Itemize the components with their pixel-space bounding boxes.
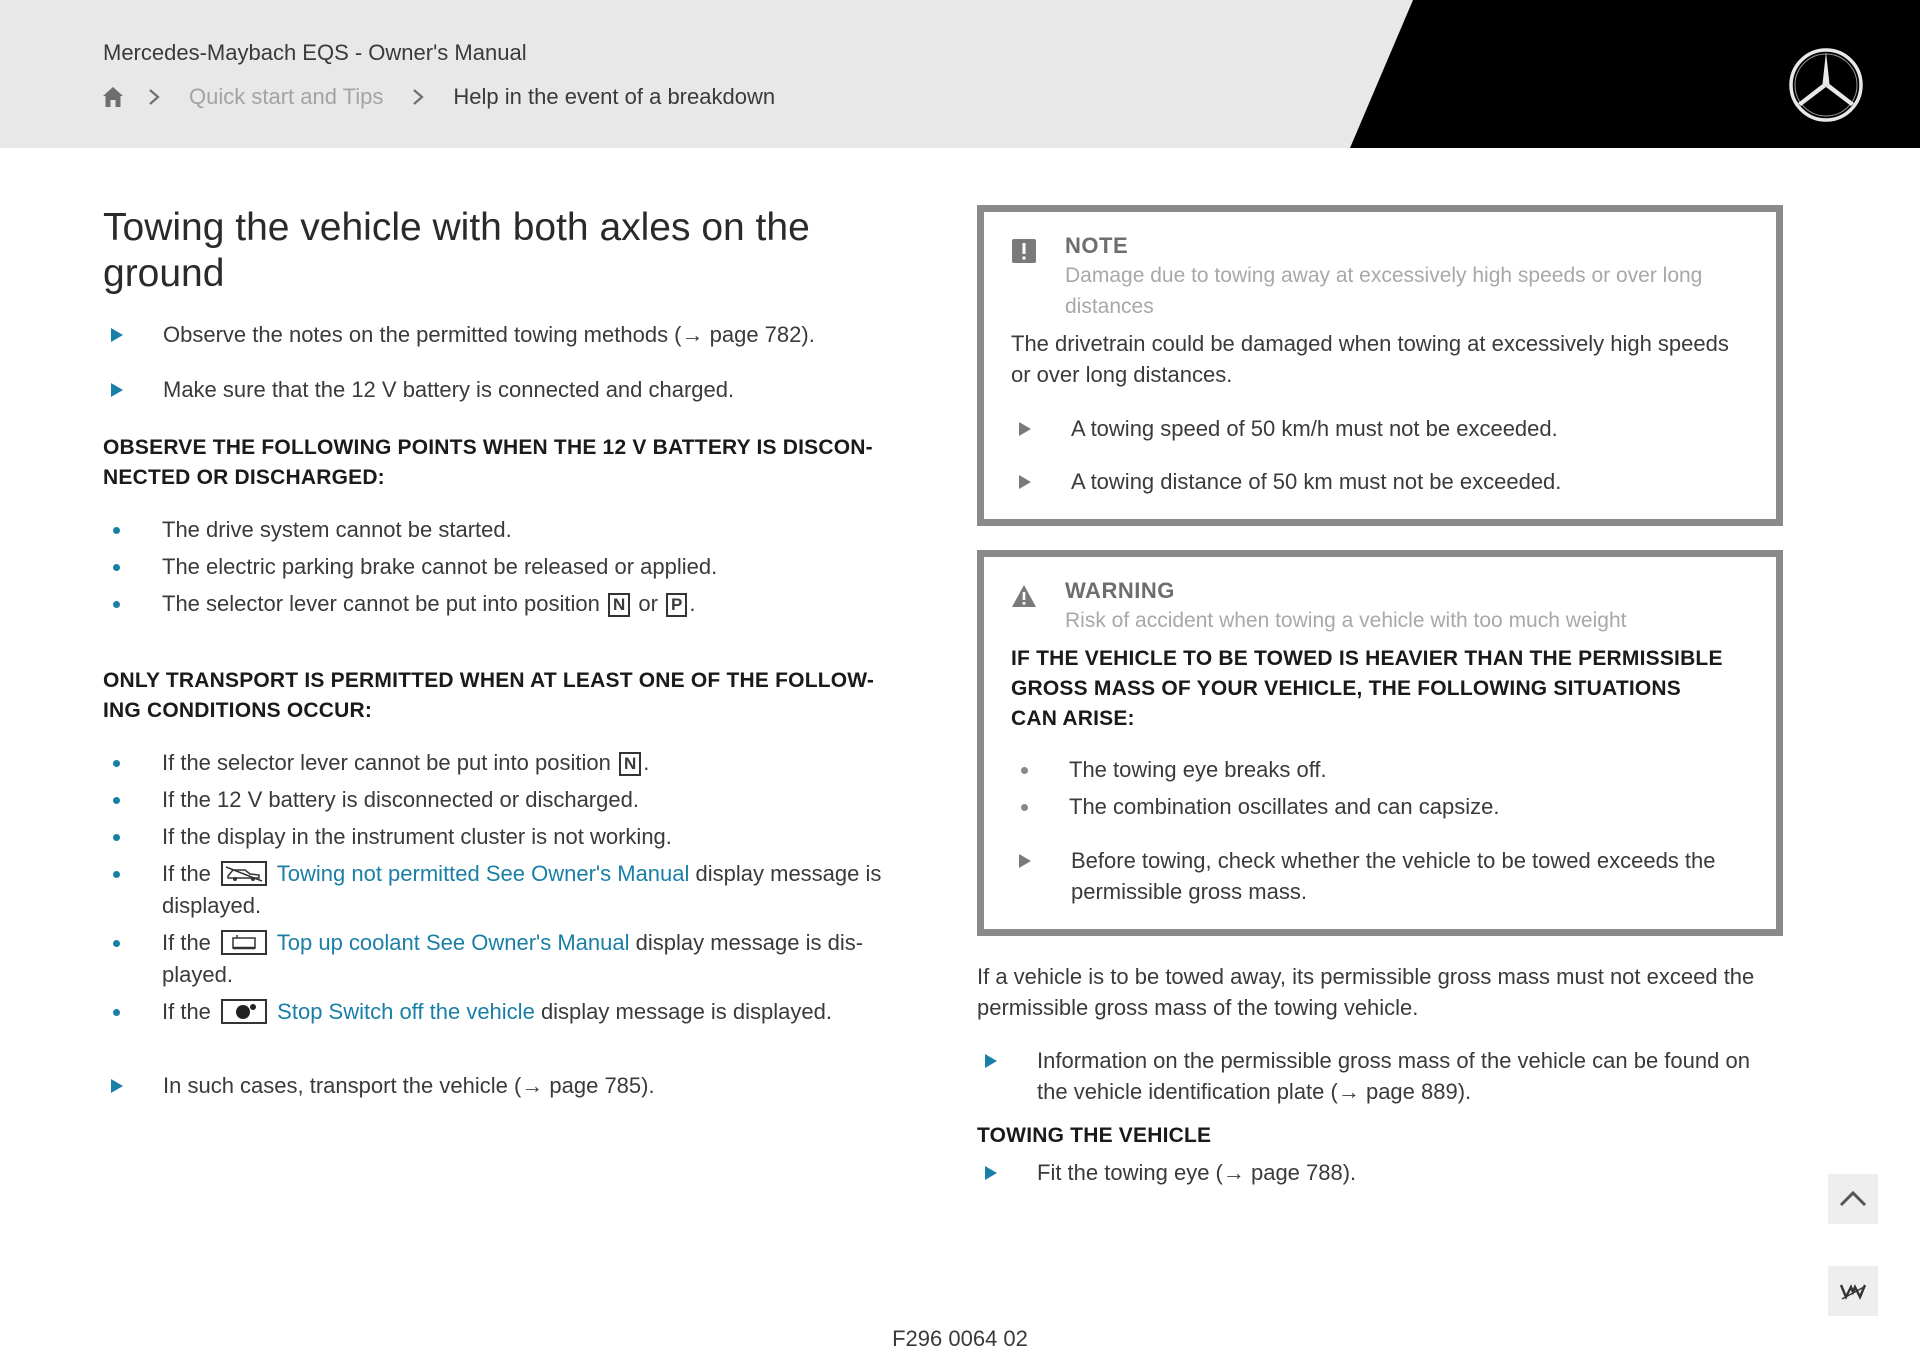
heading-line: OBSERVE THE FOLLOWING POINTS WHEN THE 12 V BATTERY IS DISCON- [103, 436, 873, 459]
step-arrow-icon [985, 1166, 997, 1180]
note-text: The drivetrain could be damaged when towing at excessively high speeds or over long distances. [1011, 331, 1729, 387]
step-identification-plate [977, 1045, 1783, 1107]
step-arrow-icon [1019, 854, 1031, 868]
note-step-distance [1011, 466, 1750, 497]
list-item [103, 858, 903, 922]
step-fit-towing-eye [977, 1157, 1783, 1188]
warning-header [1011, 577, 1750, 636]
list-item-text: The drive system cannot be started. [162, 517, 512, 542]
warning-triangle-icon [1011, 583, 1037, 609]
mercedes-star-icon[interactable] [1787, 46, 1865, 124]
step-text: A towing speed of 50 km/h must not be exceeded. [1071, 416, 1558, 441]
section-heading-battery [103, 433, 903, 493]
breadcrumb-current: Help in the event of a breakdown [453, 84, 776, 109]
gross-mass-paragraph: If a vehicle is to be towed away, its permissible gross mass must not exceed the permissible gross mass of the towing vehicle. [977, 964, 1755, 1020]
heading-line: NECTED OR DISCHARGED: [103, 466, 385, 489]
header [0, 0, 1920, 148]
step-text: Make sure that the 12 V battery is connected and charged. [163, 377, 735, 402]
heading-line: ONLY TRANSPORT IS PERMITTED WHEN AT LEAST ONE OF THE FOLLOW- [103, 669, 875, 692]
list-item-text: If the [162, 999, 211, 1024]
list-item [103, 821, 903, 853]
step-transport-vehicle [103, 1070, 903, 1101]
link-top-up-coolant[interactable]: Top up coolant See Owner's Manual [276, 930, 630, 955]
towing-heading: TOWING THE VEHICLE [977, 1124, 1212, 1147]
warning-label: WARNING [1065, 578, 1175, 603]
bullet-icon [113, 871, 120, 878]
list-item [103, 996, 903, 1028]
warning-heading [1011, 644, 1750, 734]
step-battery-connected [103, 374, 903, 405]
breadcrumb-link-quick-start[interactable]: Quick start and Tips [189, 84, 384, 109]
section-heading-transport [103, 666, 903, 726]
list-item-text: display message is dis- [635, 930, 864, 955]
step-text[interactable]: Fit the towing eye (→ page 788). [1037, 1160, 1357, 1185]
step-text[interactable]: In such cases, transport the vehicle (→ page 785). [163, 1073, 655, 1098]
link-towing-not-permitted[interactable]: Towing not permitted See Owner's Manual [276, 861, 690, 886]
scroll-to-top-button[interactable] [1828, 1174, 1878, 1224]
note-header [1011, 232, 1750, 322]
list-item-text: If the selector lever cannot be put into position [162, 750, 611, 775]
list-item-text: . [643, 750, 650, 775]
heading-line: IF THE VEHICLE TO BE TOWED IS HEAVIER THAN THE PERMISSIBLE [1011, 647, 1723, 670]
heading-line: CAN ARISE: [1011, 707, 1135, 730]
bullet-icon [1021, 767, 1028, 774]
list-item-text: display message is [695, 861, 882, 886]
list-item-text: . [689, 591, 696, 616]
selector-key-n: N [608, 593, 630, 617]
list-item-text: displayed. [162, 893, 262, 918]
list-item-text: If the [162, 861, 211, 886]
link-stop-switch-off[interactable]: Stop Switch off the vehicle [277, 999, 535, 1024]
bullet-icon [113, 601, 120, 608]
list-item-text: If the display in the instrument cluster is not working. [162, 824, 672, 849]
step-text: Before towing, check whether the vehicle to be towed exceeds the permissible gross mass. [1071, 848, 1716, 904]
left-column [103, 205, 903, 1101]
note-label: NOTE [1065, 233, 1129, 258]
list-item-text: or [638, 591, 658, 616]
coolant-icon [221, 930, 267, 955]
note-subtitle: Damage due to towing away at excessively high speeds or over long distances [1065, 264, 1703, 318]
figure-code: F296 0064 02 [892, 1326, 1028, 1351]
chevron-up-icon [1838, 1189, 1868, 1209]
bullet-icon [113, 760, 120, 767]
warning-box [977, 550, 1783, 936]
step-arrow-icon [111, 328, 123, 342]
stop-icon [221, 999, 267, 1024]
maybach-logo-button[interactable] [1828, 1266, 1878, 1316]
step-text[interactable]: Observe the notes on the permitted towing methods (→ page 782). [163, 322, 815, 347]
list-item [103, 927, 903, 991]
step-arrow-icon [1019, 475, 1031, 489]
list-item-text: The electric parking brake cannot be released or applied. [162, 554, 718, 579]
warning-step-check-mass [1011, 845, 1750, 907]
selector-key-p: P [666, 593, 687, 617]
list-item [103, 747, 903, 779]
list-item-text: display message is displayed. [540, 999, 832, 1024]
home-icon[interactable] [101, 85, 125, 109]
header-black-panel [0, 0, 1920, 148]
chevron-right-icon [411, 87, 425, 107]
bullet-icon [113, 797, 120, 804]
list-item [1011, 791, 1750, 823]
list-item-text: played. [162, 962, 233, 987]
step-text[interactable]: Information on the permissible gross mass of the vehicle can be found on the vehicle identification plate (→ page 889). [1037, 1048, 1750, 1104]
towing-vehicle-icon [221, 861, 267, 886]
step-arrow-icon [1019, 422, 1031, 436]
page-title: Towing the vehicle with both axles on the ground [103, 206, 810, 295]
list-item-text: The combination oscillates and can capsize. [1069, 794, 1500, 819]
heading-line: GROSS MASS OF YOUR VEHICLE, THE FOLLOWING SITUATIONS [1011, 677, 1681, 700]
bullet-icon [113, 940, 120, 947]
selector-key-n: N [619, 752, 641, 776]
bullet-icon [113, 564, 120, 571]
list-item [103, 784, 903, 816]
note-exclamation-icon [1011, 238, 1037, 264]
step-arrow-icon [985, 1054, 997, 1068]
list-item-text: If the 12 V battery is disconnected or discharged. [162, 787, 639, 812]
step-observe-notes [103, 319, 903, 350]
list-item-text: If the [162, 930, 211, 955]
chevron-right-icon [147, 87, 161, 107]
bullet-icon [1021, 804, 1028, 811]
list-item [103, 588, 903, 620]
list-item [103, 551, 903, 583]
list-item [1011, 754, 1750, 786]
heading-line: ING CONDITIONS OCCUR: [103, 699, 373, 722]
list-item-text: The selector lever cannot be put into position [162, 591, 600, 616]
list-item [103, 514, 903, 546]
note-step-speed [1011, 413, 1750, 444]
maybach-logo-icon [1838, 1279, 1868, 1303]
step-text: A towing distance of 50 km must not be exceeded. [1071, 469, 1562, 494]
warning-subtitle: Risk of accident when towing a vehicle with too much weight [1065, 609, 1627, 632]
step-arrow-icon [111, 383, 123, 397]
bullet-icon [113, 527, 120, 534]
list-item-text: The towing eye breaks off. [1069, 757, 1327, 782]
bullet-icon [113, 834, 120, 841]
bullet-icon [113, 1009, 120, 1016]
right-column [977, 205, 1783, 1188]
doc-title: Mercedes-Maybach EQS - Owner's Manual [103, 40, 527, 65]
breadcrumb [101, 82, 775, 112]
note-box [977, 205, 1783, 526]
step-arrow-icon [111, 1079, 123, 1093]
